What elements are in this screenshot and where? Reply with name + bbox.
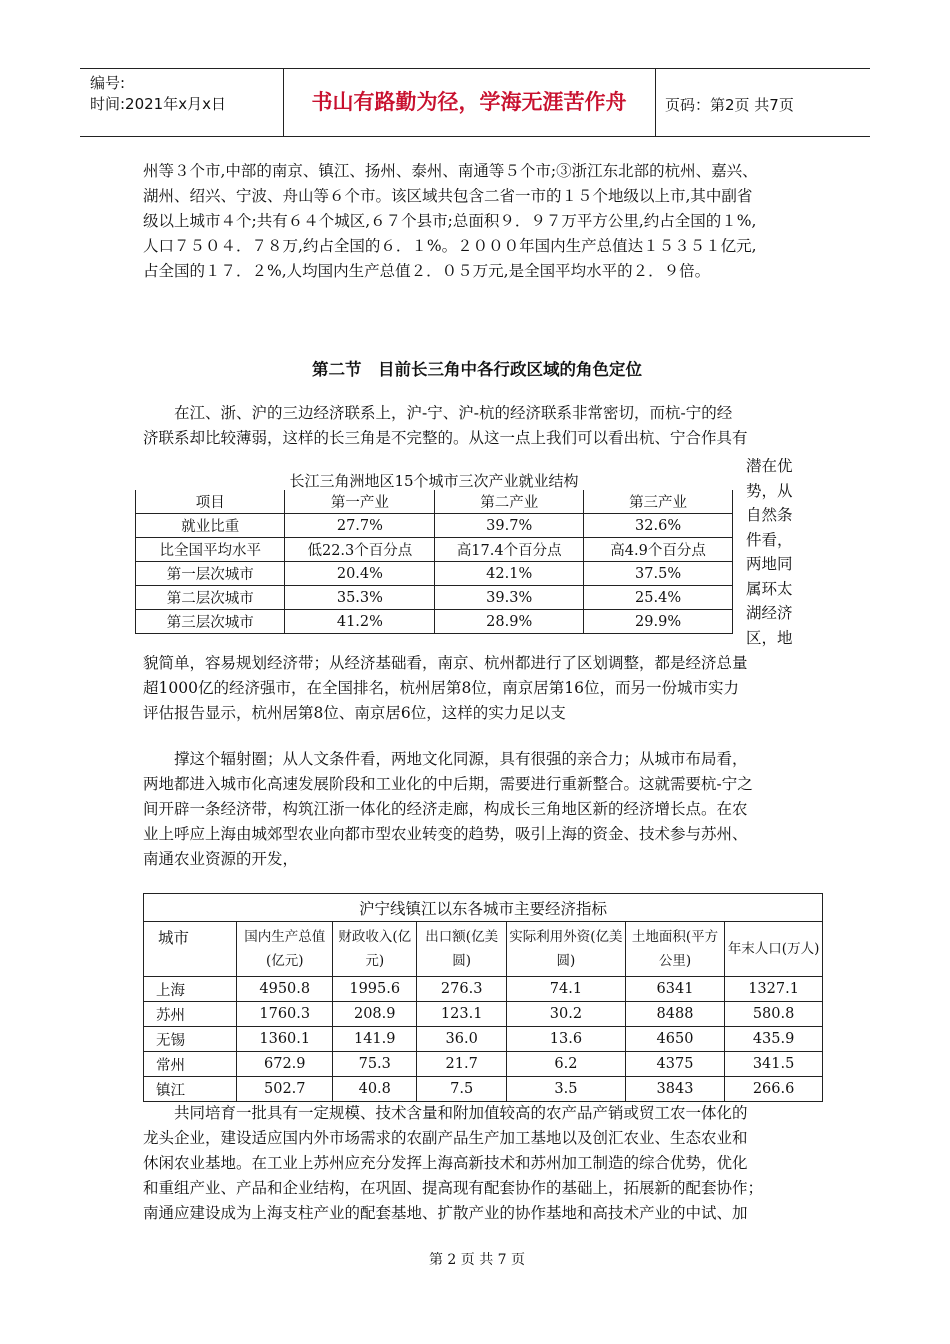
table-cell: 266.6 [725,1077,823,1102]
table-cell: 4375 [625,1052,724,1077]
text-line: 区，地 [746,628,793,647]
text-line: 济联系却比较薄弱，这样的长三角是不完整的。从这一点上我们可以看出杭、宁合作具有 [143,429,748,447]
table-cell: 502.7 [237,1077,333,1102]
table-cell: 36.0 [417,1027,507,1052]
text-line: 两地都进入城市化高速发展阶段和工业化的中后期，需要进行重新整合。这就需要杭-宁之 [143,775,753,793]
table-header-cell: 财政收入(亿元) [333,922,417,977]
table-cell: 6341 [625,977,724,1002]
table-cell: 第二层次城市 [136,586,285,610]
paragraph-3 [143,651,811,726]
text-line: 撑这个辐射圈；从人文条件看，两地文化同源，具有很强的亲合力；从城市布局看， [143,750,748,768]
table-cell: 1360.1 [237,1027,333,1052]
table-header-cell: 第三产业 [584,490,733,514]
table-cell: 32.6% [584,514,733,538]
table-cell: 高17.4个百分点 [435,538,584,562]
side-wrap-text [746,454,806,650]
text-line: 自然条 [746,506,793,524]
table-cell: 6.2 [507,1052,626,1077]
intro-paragraph [143,159,811,284]
employment-structure-table [135,490,733,634]
table-cell: 35.3% [285,586,435,610]
text-line: 件看， [746,530,793,549]
text-line: 级以上城市４个;共有６４个城区,６７个县市;总面积９．９７万平方公里,约占全国的１%, [143,212,757,230]
paragraph-2 [143,401,811,451]
table-cell: 1995.6 [333,977,417,1002]
text-line: 湖经济 [746,604,793,622]
header-divider-right [655,68,656,136]
table-row [136,610,733,634]
table-cell: 20.4% [285,562,435,586]
table-header-row [136,490,733,514]
table-cell: 4650 [625,1027,724,1052]
table-cell: 141.9 [333,1027,417,1052]
table-cell: 无锡 [144,1027,237,1052]
text-line: 超1000亿的经济强市，在全国排名，杭州居第8位，南京居第16位，而另一份城市实力 [143,679,740,697]
table-cell: 上海 [144,977,237,1002]
table-header-row [144,922,823,977]
table-header-cell: 第二产业 [435,490,584,514]
text-line: 占全国的１７．２%,人均国内生产总值２．０５万元,是全国平均水平的２．９倍。 [143,262,711,280]
text-line: 间开辟一条经济带，构筑江浙一体化的经济走廊，构成长三角地区新的经济增长点。在农 [143,800,748,818]
text-line: 休闲农业基地。在工业上苏州应充分发挥上海高新技术和苏州加工制造的综合优势，优化 [143,1154,748,1172]
table-cell: 37.5% [584,562,733,586]
table-caption-row [144,894,823,922]
table-cell: 低22.3个百分点 [285,538,435,562]
table-cell: 30.2 [507,1002,626,1027]
table-cell: 4950.8 [237,977,333,1002]
table-cell: 7.5 [417,1077,507,1102]
header-motto: 书山有路勤为径，学海无涯苦作舟 [311,90,627,114]
text-line: 势，从 [746,481,793,500]
table2-caption: 沪宁线镇江以东各城市主要经济指标 [144,894,823,922]
table-header-cell: 年末人口(万人) [725,922,823,977]
table-header-cell: 第一产业 [285,490,435,514]
table-cell: 276.3 [417,977,507,1002]
table-cell: 208.9 [333,1002,417,1027]
table-cell: 3.5 [507,1077,626,1102]
text-line: 貌简单，容易规划经济带；从经济基础看，南京、杭州都进行了区划调整，都是经济总量 [143,654,748,672]
header-number: 编号: [90,74,126,92]
table-cell: 镇江 [144,1077,237,1102]
table-cell: 13.6 [507,1027,626,1052]
table-cell: 苏州 [144,1002,237,1027]
table-row [144,1052,823,1077]
table-row [144,977,823,1002]
table-cell: 3843 [625,1077,724,1102]
table-header-cell: 城市 [144,922,237,977]
table-cell: 第一层次城市 [136,562,285,586]
text-line: 评估报告显示，杭州居第8位、南京居6位，这样的实力足以支 [143,704,566,722]
table-cell: 27.7% [285,514,435,538]
section-heading: 第二节 目前长三角中各行政区域的角色定位 [312,360,642,379]
table-cell: 435.9 [725,1027,823,1052]
paragraph-4 [143,747,811,872]
table-cell: 25.4% [584,586,733,610]
text-line: 龙头企业，建设适应国内外市场需求的农副产品生产加工基地以及创汇农业、生态农业和 [143,1129,748,1147]
text-line: 湖州、绍兴、宁波、舟山等６个市。该区域共包含二省一市的１５个地级以上市,其中副省 [143,187,753,205]
paragraph-5 [143,1101,811,1226]
table-cell: 1760.3 [237,1002,333,1027]
table-cell: 672.9 [237,1052,333,1077]
table-cell: 常州 [144,1052,237,1077]
table-cell: 29.9% [584,610,733,634]
table-header-cell: 项目 [136,490,285,514]
table-cell: 75.3 [333,1052,417,1077]
table-cell: 高4.9个百分点 [584,538,733,562]
table-cell: 21.7 [417,1052,507,1077]
table-cell: 第三层次城市 [136,610,285,634]
table-cell: 28.9% [435,610,584,634]
table-cell: 比全国平均水平 [136,538,285,562]
economic-indicators-table [143,893,823,1102]
table-row [144,1077,823,1102]
table-header-cell: 国内生产总值(亿元) [237,922,333,977]
text-line: 人口７５０４．７８万,约占全国的６．１%。２０００年国内生产总值达１５３５１亿元, [143,237,757,255]
text-line: 在江、浙、沪的三边经济联系上，沪-宁、沪-杭的经济联系非常密切，而杭-宁的经 [143,404,733,422]
table1-caption: 长江三角洲地区15个城市三次产业就业结构 [289,472,579,490]
text-line: 共同培育一批具有一定规模、技术含量和附加值较高的农产品产销或贸工农一体化的 [143,1104,748,1122]
text-line: 两地同 [746,555,793,573]
text-line: 潜在优 [746,457,793,475]
table-cell: 580.8 [725,1002,823,1027]
table-cell: 123.1 [417,1002,507,1027]
table-row [136,538,733,562]
table-header-cell: 实际利用外资(亿美圆) [507,922,626,977]
table-row [136,514,733,538]
table-row [136,562,733,586]
table-cell: 39.3% [435,586,584,610]
table-cell: 341.5 [725,1052,823,1077]
text-line: 南通农业资源的开发， [143,850,299,868]
table-cell: 39.7% [435,514,584,538]
page-footer: 第 2 页 共 7 页 [428,1252,526,1268]
table-cell: 1327.1 [725,977,823,1002]
table-row [144,1027,823,1052]
header-page-number: 页码：第2页 共7页 [665,96,794,114]
text-line: 州等３个市,中部的南京、镇江、扬州、泰州、南通等５个市;③浙江东北部的杭州、嘉兴、 [143,162,758,180]
table-header-cell: 出口额(亿美圆) [417,922,507,977]
table-header-cell: 土地面积(平方公里) [625,922,724,977]
text-line: 属环太 [746,579,793,598]
header-top-rule [80,68,870,69]
table-cell: 42.1% [435,562,584,586]
table-cell: 8488 [625,1002,724,1027]
text-line: 和重组产业、产品和企业结构，在巩固、提高现有配套协作的基础上，拓展新的配套协作； [143,1179,764,1197]
text-line: 南通应建设成为上海支柱产业的配套基地、扩散产业的协作基地和高技术产业的中试、加 [143,1204,748,1222]
table-cell: 41.2% [285,610,435,634]
table-cell: 就业比重 [136,514,285,538]
table-cell: 74.1 [507,977,626,1002]
table-row [144,1002,823,1027]
table-cell: 40.8 [333,1077,417,1102]
header-time: 时间:2021年x月x日 [90,95,226,113]
text-line: 业上呼应上海由城郊型农业向都市型农业转变的趋势，吸引上海的资金、技术参与苏州、 [143,825,748,843]
header-bottom-rule [80,136,870,137]
table-row [136,586,733,610]
